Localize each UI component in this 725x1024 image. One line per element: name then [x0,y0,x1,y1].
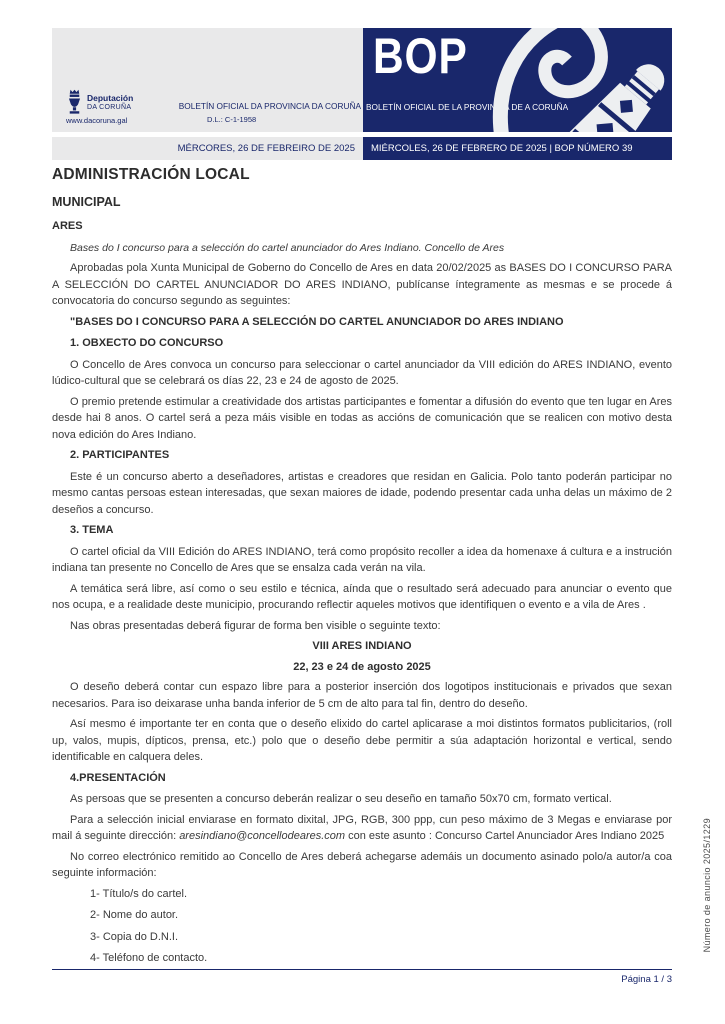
logo-url: www.dacoruna.gal [66,116,128,125]
paragraph-list: 4- Teléfono de contacto. [90,952,208,964]
paragraph-heading: 1. OBXECTO DO CONCURSO [70,337,224,349]
paragraph-body: Aprobadas pola Xunta Municipal de Goberno do Concello de Ares en data 20/02/2025 as BASES DO I CONCURSO PARA A SELECCIÓN DO CARTEL ANUNCIADOR DO ARES INDIANO, publícanse íntegramente as mesmas e se procede á convocatoria do concurso segundo as seguintes: [52,262,672,307]
document-body [52,166,672,972]
paragraph-heading: 4.PRESENTACIÓN [70,771,166,784]
paragraph-body: Así mesmo é importante ter en conta que o deseño elixido do cartel aplicarase a moi distintos formatos publicitarios, (roll up, valos, mupis, dípticos, prensa, etc.) polo que o deseño debe permitir a súa adaptación horizontal e vertical, sendo identificable en calquera deles. [52,718,672,763]
paragraph-list [52,260,672,967]
paragraph-list: 3- Copia do D.N.I. [90,930,179,943]
section-heading: ADMINISTRACIÓN LOCAL [52,166,250,183]
paragraph-body: O cartel oficial da VIII Edición do ARES INDIANO, terá como propósito recoller a idea da homenaxe á cultura e a instrución indiana tan presente no Concello de Ares que se ensalza cada verán na vila. [52,545,672,574]
text-segment: Para a selección inicial enviarase en formato dixital, JPG, RGB, 300 ppp, cun peso máximo de 3 Megas e enviarase por mail á seguinte dirección: [52,813,672,842]
paragraph-body: Nas obras presentadas deberá figurar de forma ben visible o seguinte texto: [70,619,441,632]
subsection-heading: MUNICIPAL [52,195,121,209]
page-footer [52,969,672,985]
edition-title-galician: BOLETÍN OFICIAL DA PROVINCIA DA CORUÑA [178,101,361,111]
text-segment: con este asunto : Concurso Cartel Anunciador Ares Indiano 2025 [345,830,665,842]
paragraph-body [52,812,672,845]
entity-heading: ARES [52,220,83,232]
deputacion-crest-icon [66,89,83,116]
logo-subtitle: DA CORUÑA [87,103,132,111]
email-address: aresindiano@concellodeares.com [179,830,346,842]
paragraph-list: 1- Título/s do cartel. [90,887,188,900]
date-bar [52,137,672,160]
edition-title-spanish: BOLETÍN OFICIAL DE LA PROVINCIA DE A CORUÑA [366,102,569,112]
date-spanish-and-number: MIÉRCOLES, 26 DE FEBRERO DE 2025 | BOP NÚMERO 39 [363,137,672,160]
masthead-left-panel [52,28,363,132]
deputacion-logo [66,89,133,116]
paragraph-list: 2- Nome do autor. [90,909,179,921]
paragraph-center: 22, 23 e 24 de agosto 2025 [293,660,431,673]
announcement-number-sidenote: Número de anuncio 2025/1229 [702,817,712,952]
paragraph-body: No correo electrónico remitido ao Concello de Ares deberá achegarse ademáis un documento asinado polo/a autor/a coa seguinte información: [52,850,672,879]
paragraph-heading: 2. PARTICIPANTES [70,449,170,461]
tower-of-hercules-icon [472,28,672,132]
masthead-right-panel [363,28,672,132]
paragraph-body: O premio pretende estimular a creatividade dos artistas participantes e fomentar a difusión do evento que ten lugar en Ares desde hai 8 anos. O cartel será a peza máis visible en todas as accións de comunicación que se realicen con motivo desta nova edición do Ares Indiano. [52,395,672,441]
paragraph-center: VIII ARES INDIANO [312,640,412,652]
paragraph-body: O Concello de Ares convoca un concurso para seleccionar o cartel anunciador da VIII edición do ARES INDIANO, evento lúdico-cultural que se celebrará os días 22, 23 e 24 de agosto de 2025. [52,358,672,387]
deposit-legal: D.L.: C-1-1958 [207,115,257,124]
date-galician: MÉRCORES, 26 DE FEBREIRO DE 2025 [52,137,363,160]
page-indicator: Página 1 / 3 [621,974,672,985]
paragraph-body: A temática será libre, así como o seu estilo e técnica, aínda que o resultado será adecuado para anunciar o evento que nos ocupa, e a realidade deste municipio, procurando reflectir aqueles motivos que identifiquen o evento e a vila de Ares . [52,582,672,611]
paragraph-body: Este é un concurso aberto a deseñadores, artistas e creadores que residan en Galicia. Polo tanto poderán participar no mesmo cantas persoas estean interesadas, que sexan maiores de idade, podendo presentar cada unha delas un máximo de 2 deseños a concurso. [52,470,672,516]
paragraph-body: As persoas que se presenten a concurso deberán realizar o seu deseño en tamaño 50x70 cm, formato vertical. [70,793,612,805]
paragraph-heading: "BASES DO I CONCURSO PARA A SELECCIÓN DO CARTEL ANUNCIADOR DO ARES INDIANO [70,315,564,328]
logo-name: Deputación [87,93,134,103]
bop-acronym: BOP [373,28,468,84]
logo-text [87,94,133,111]
masthead [52,28,672,132]
announcement-subject: Bases do I concurso para a selección do cartel anunciador do Ares Indiano. Concello de Ares [70,242,505,254]
paragraph-body: O deseño deberá contar cun espazo libre para a posterior inserción dos logotipos institucionais e privados que sexan necesarios. Para iso deixarase unha banda inferior de 5 cm de alto para tal fin, dentro do deseño. [52,681,672,710]
paragraph-heading: 3. TEMA [70,524,114,536]
